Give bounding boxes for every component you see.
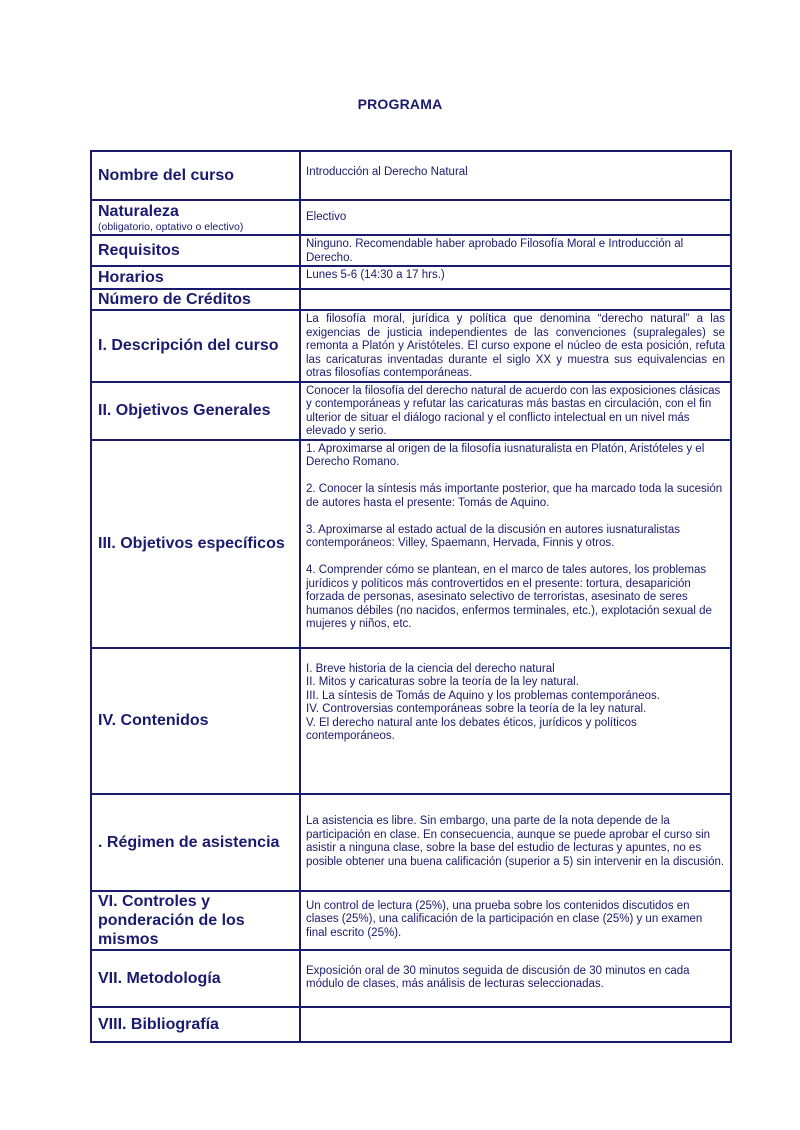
- row-value-creditos: [300, 289, 731, 310]
- row-label-nombre: Nombre del curso: [91, 151, 300, 200]
- row-value-asistencia: La asistencia es libre. Sin embargo, una parte de la nota depende de la participación en clase. En consecuencia, aunque se puede aprobar el curso sin asistir a ninguna clase, sobre la base del estudio de lecturas y apuntes, no es posible obtener una buena calificación (superior a 5) sin intervenir en la discusión.: [300, 794, 731, 891]
- row-value-requisitos: Ninguno. Recomendable haber aprobado Filosofía Moral e Introducción al Derecho.: [300, 235, 731, 266]
- table-row: [91, 266, 731, 289]
- objective-item: 1. Aproximarse al origen de la filosofía iusnaturalista en Platón, Aristóteles y el Derecho Romano.: [306, 442, 705, 468]
- row-label-descripcion: I. Descripción del curso: [91, 310, 300, 382]
- row-value-descripcion: La filosofía moral, jurídica y política que denomina “derecho natural” a las exigencias de justicia independientes de las convenciones (supralegales) se remonta a Platón y Aristóteles. El curso expone el núcleo de esta posición, refuta las caricaturas inventadas durante el siglo XX y muestra sus equivalencias en otras filosofías contemporáneas.: [300, 310, 731, 382]
- table-row: [91, 440, 731, 648]
- table-row: [91, 950, 731, 1007]
- table-row: [91, 235, 731, 266]
- table-row: [91, 1007, 731, 1042]
- table-row: [91, 289, 731, 310]
- row-label-contenidos: IV. Contenidos: [91, 648, 300, 794]
- row-label-objetivos-generales: II. Objetivos Generales: [91, 382, 300, 440]
- table-row: [91, 200, 731, 235]
- naturaleza-sublabel: (obligatorio, optativo o electivo): [98, 220, 244, 233]
- objective-item: 2. Conocer la síntesis más importante posterior, que ha marcado toda la sucesión de autores hasta el presente: Tomás de Aquino.: [306, 483, 723, 509]
- row-label-horarios: Horarios: [91, 266, 300, 289]
- content-item: I. Breve historia de la ciencia del derecho natural: [306, 662, 555, 675]
- table-row: [91, 382, 731, 440]
- objective-item: 3. Aproximarse al estado actual de la discusión en autores iusnaturalistas contemporáneos: Villey, Spaemann, Hervada, Finnis y otros.: [306, 523, 680, 549]
- table-row: [91, 310, 731, 382]
- course-program-table: [90, 150, 732, 1043]
- row-value-bibliografia: [300, 1007, 731, 1042]
- row-label-asistencia: . Régimen de asistencia: [91, 794, 300, 891]
- row-value-nombre: Introducción al Derecho Natural: [300, 151, 731, 200]
- row-label-bibliografia: VIII. Bibliografía: [91, 1007, 300, 1042]
- row-value-controles: Un control de lectura (25%), una prueba sobre los contenidos discutidos en clases (25%), una calificación de la participación en clase (25%) y un examen final escrito (25%).: [300, 891, 731, 950]
- row-label-naturaleza: [91, 200, 300, 235]
- row-value-naturaleza: Electivo: [300, 200, 731, 235]
- content-item: III. La síntesis de Tomás de Aquino y los problemas contemporáneos.: [306, 689, 660, 702]
- row-label-objetivos-especificos: III. Objetivos específicos: [91, 440, 300, 648]
- row-value-objetivos-generales: Conocer la filosofía del derecho natural de acuerdo con las exposiciones clásicas y contemporáneas y refutar las caricaturas más bastas en circulación, con el fin ulterior de situar el diálogo racional y el conflicto intelectual en un nivel más elevado y serio.: [300, 382, 731, 440]
- table-row: [91, 794, 731, 891]
- content-item: IV. Controversias contemporáneas sobre la teoría de la ley natural.: [306, 703, 647, 715]
- row-value-contenidos: [300, 648, 731, 794]
- row-value-objetivos-especificos: [300, 440, 731, 648]
- content-item: V. El derecho natural ante los debates éticos, jurídicos y políticos contemporáneos.: [306, 716, 637, 742]
- page-title: PROGRAMA: [357, 96, 443, 112]
- table-row: [91, 648, 731, 794]
- row-value-horarios: Lunes 5-6 (14:30 a 17 hrs.): [300, 266, 731, 289]
- row-label-controles: VI. Controles y ponderación de los mismos: [91, 891, 300, 950]
- content-item: II. Mitos y caricaturas sobre la teoría de la ley natural.: [306, 676, 579, 688]
- naturaleza-label: Naturaleza: [98, 202, 179, 220]
- row-label-metodologia: VII. Metodología: [91, 950, 300, 1007]
- row-value-metodologia: Exposición oral de 30 minutos seguida de discusión de 30 minutos en cada módulo de clases, más análisis de lecturas seleccionadas.: [300, 950, 731, 1007]
- table-row: [91, 151, 731, 200]
- objective-item: 4. Comprender cómo se plantean, en el marco de tales autores, los problemas jurídicos y políticos más controvertidos en el presente: tortura, desaparición forzada de personas, asesinato selectivo de terroristas, asesinato de seres humanos débiles (no nacidos, enfermos terminales, etc.), explotación sexual de mujeres y niños, etc.: [306, 564, 712, 630]
- row-label-requisitos: Requisitos: [91, 235, 300, 266]
- row-label-creditos: Número de Créditos: [91, 289, 300, 310]
- table-row: [91, 891, 731, 950]
